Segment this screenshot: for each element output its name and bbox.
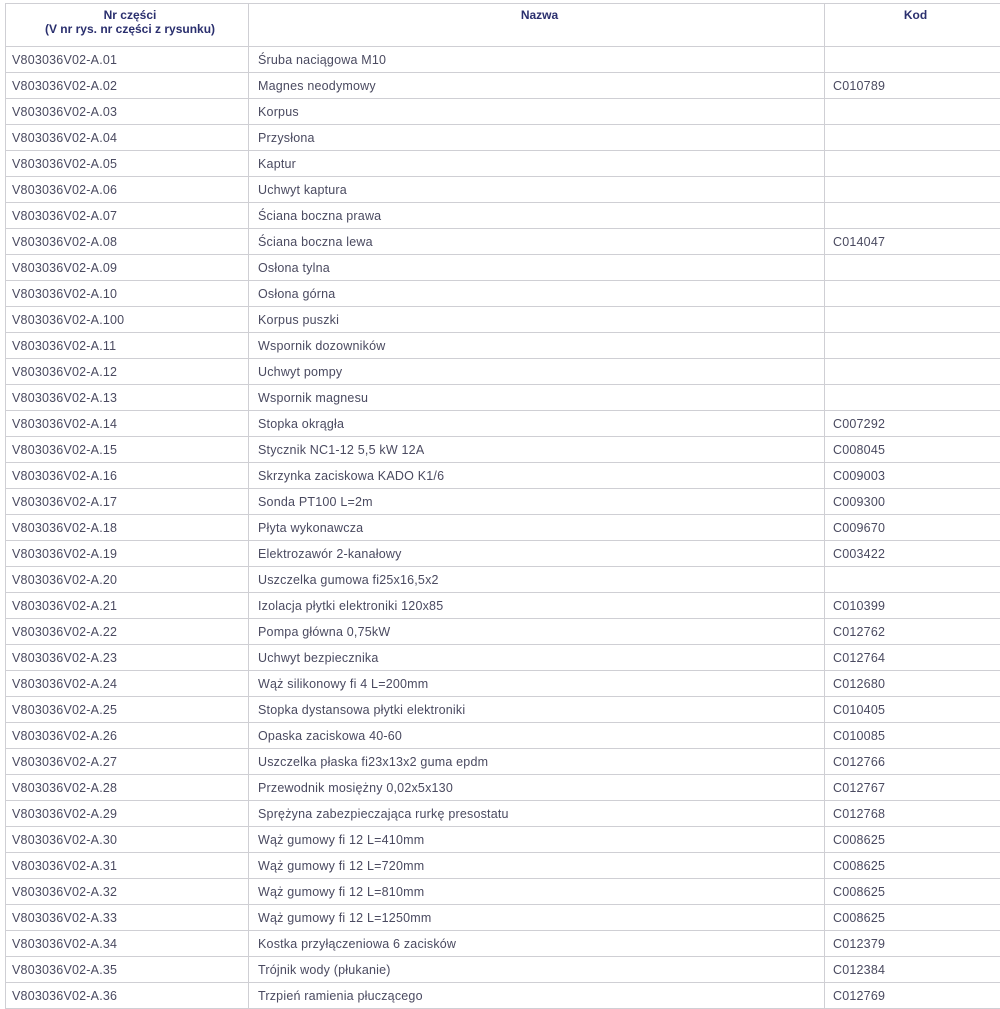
table-row bbox=[6, 957, 1000, 983]
part-number-cell: V803036V02-A.11 bbox=[6, 333, 249, 359]
header-name: Nazwa bbox=[249, 4, 825, 47]
part-code-cell: C010085 bbox=[825, 723, 1000, 749]
part-code-cell: C009670 bbox=[825, 515, 1000, 541]
table-row bbox=[6, 567, 1000, 593]
part-number-cell: V803036V02-A.07 bbox=[6, 203, 249, 229]
table-row bbox=[6, 125, 1000, 151]
part-name-cell: Elektrozawór 2-kanałowy bbox=[249, 541, 825, 567]
part-number-cell: V803036V02-A.05 bbox=[6, 151, 249, 177]
part-name-cell: Ściana boczna lewa bbox=[249, 229, 825, 255]
table-row bbox=[6, 99, 1000, 125]
part-code-cell: C010399 bbox=[825, 593, 1000, 619]
table-row bbox=[6, 541, 1000, 567]
table-row bbox=[6, 333, 1000, 359]
table-row bbox=[6, 463, 1000, 489]
part-name-cell: Wspornik magnesu bbox=[249, 385, 825, 411]
part-name-cell: Korpus puszki bbox=[249, 307, 825, 333]
part-name-cell: Uchwyt kaptura bbox=[249, 177, 825, 203]
part-code-cell bbox=[825, 47, 1000, 73]
part-name-cell: Stopka dystansowa płytki elektroniki bbox=[249, 697, 825, 723]
part-number-cell: V803036V02-A.09 bbox=[6, 255, 249, 281]
table-row bbox=[6, 905, 1000, 931]
part-name-cell: Uchwyt pompy bbox=[249, 359, 825, 385]
part-number-cell: V803036V02-A.23 bbox=[6, 645, 249, 671]
part-name-cell: Wąż silikonowy fi 4 L=200mm bbox=[249, 671, 825, 697]
part-name-cell: Ściana boczna prawa bbox=[249, 203, 825, 229]
part-code-cell: C012768 bbox=[825, 801, 1000, 827]
part-name-cell: Osłona tylna bbox=[249, 255, 825, 281]
part-number-cell: V803036V02-A.14 bbox=[6, 411, 249, 437]
part-code-cell: C012769 bbox=[825, 983, 1000, 1009]
table-row bbox=[6, 931, 1000, 957]
part-code-cell: C012764 bbox=[825, 645, 1000, 671]
part-number-cell: V803036V02-A.19 bbox=[6, 541, 249, 567]
part-name-cell: Osłona górna bbox=[249, 281, 825, 307]
part-code-cell: C012762 bbox=[825, 619, 1000, 645]
part-number-cell: V803036V02-A.31 bbox=[6, 853, 249, 879]
part-code-cell: C007292 bbox=[825, 411, 1000, 437]
table-row bbox=[6, 437, 1000, 463]
part-name-cell: Pompa główna 0,75kW bbox=[249, 619, 825, 645]
table-row bbox=[6, 619, 1000, 645]
table-row bbox=[6, 229, 1000, 255]
part-name-cell: Wąż gumowy fi 12 L=1250mm bbox=[249, 905, 825, 931]
part-number-cell: V803036V02-A.08 bbox=[6, 229, 249, 255]
part-name-cell: Uchwyt bezpiecznika bbox=[249, 645, 825, 671]
part-number-cell: V803036V02-A.32 bbox=[6, 879, 249, 905]
part-code-cell bbox=[825, 359, 1000, 385]
part-code-cell bbox=[825, 203, 1000, 229]
part-number-cell: V803036V02-A.03 bbox=[6, 99, 249, 125]
part-name-cell: Stycznik NC1-12 5,5 kW 12A bbox=[249, 437, 825, 463]
part-name-cell: Śruba naciągowa M10 bbox=[249, 47, 825, 73]
part-code-cell: C008625 bbox=[825, 905, 1000, 931]
part-number-cell: V803036V02-A.30 bbox=[6, 827, 249, 853]
part-code-cell bbox=[825, 567, 1000, 593]
table-row bbox=[6, 723, 1000, 749]
header-part-number-line2: (V nr rys. nr części z rysunku) bbox=[12, 22, 248, 36]
part-code-cell bbox=[825, 385, 1000, 411]
header-code: Kod bbox=[825, 4, 1000, 47]
part-number-cell: V803036V02-A.27 bbox=[6, 749, 249, 775]
part-number-cell: V803036V02-A.28 bbox=[6, 775, 249, 801]
part-code-cell: C009003 bbox=[825, 463, 1000, 489]
part-code-cell: C008625 bbox=[825, 853, 1000, 879]
part-code-cell: C008625 bbox=[825, 879, 1000, 905]
part-name-cell: Uszczelka płaska fi23x13x2 guma epdm bbox=[249, 749, 825, 775]
part-number-cell: V803036V02-A.22 bbox=[6, 619, 249, 645]
part-number-cell: V803036V02-A.04 bbox=[6, 125, 249, 151]
part-number-cell: V803036V02-A.36 bbox=[6, 983, 249, 1009]
part-number-cell: V803036V02-A.34 bbox=[6, 931, 249, 957]
part-number-cell: V803036V02-A.16 bbox=[6, 463, 249, 489]
part-name-cell: Trzpień ramienia płuczącego bbox=[249, 983, 825, 1009]
table-row bbox=[6, 983, 1000, 1009]
part-code-cell bbox=[825, 99, 1000, 125]
part-number-cell: V803036V02-A.24 bbox=[6, 671, 249, 697]
part-name-cell: Kaptur bbox=[249, 151, 825, 177]
table-row bbox=[6, 255, 1000, 281]
part-code-cell: C012384 bbox=[825, 957, 1000, 983]
part-name-cell: Wąż gumowy fi 12 L=410mm bbox=[249, 827, 825, 853]
table-row bbox=[6, 645, 1000, 671]
part-code-cell: C012766 bbox=[825, 749, 1000, 775]
part-name-cell: Trójnik wody (płukanie) bbox=[249, 957, 825, 983]
part-code-cell bbox=[825, 307, 1000, 333]
part-number-cell: V803036V02-A.10 bbox=[6, 281, 249, 307]
part-number-cell: V803036V02-A.06 bbox=[6, 177, 249, 203]
part-name-cell: Wspornik dozowników bbox=[249, 333, 825, 359]
table-row bbox=[6, 359, 1000, 385]
part-code-cell: C010405 bbox=[825, 697, 1000, 723]
part-name-cell: Przysłona bbox=[249, 125, 825, 151]
table-row bbox=[6, 515, 1000, 541]
part-number-cell: V803036V02-A.21 bbox=[6, 593, 249, 619]
part-name-cell: Izolacja płytki elektroniki 120x85 bbox=[249, 593, 825, 619]
table-row bbox=[6, 489, 1000, 515]
table-row bbox=[6, 385, 1000, 411]
part-number-cell: V803036V02-A.13 bbox=[6, 385, 249, 411]
table-row bbox=[6, 151, 1000, 177]
table-header bbox=[6, 4, 1000, 47]
part-code-cell: C014047 bbox=[825, 229, 1000, 255]
table-row bbox=[6, 47, 1000, 73]
part-code-cell: C009300 bbox=[825, 489, 1000, 515]
part-name-cell: Kostka przyłączeniowa 6 zacisków bbox=[249, 931, 825, 957]
table-row bbox=[6, 671, 1000, 697]
part-code-cell bbox=[825, 281, 1000, 307]
part-number-cell: V803036V02-A.18 bbox=[6, 515, 249, 541]
part-name-cell: Sonda PT100 L=2m bbox=[249, 489, 825, 515]
table-row bbox=[6, 281, 1000, 307]
part-number-cell: V803036V02-A.100 bbox=[6, 307, 249, 333]
part-code-cell bbox=[825, 333, 1000, 359]
part-number-cell: V803036V02-A.20 bbox=[6, 567, 249, 593]
part-number-cell: V803036V02-A.26 bbox=[6, 723, 249, 749]
header-part-number bbox=[6, 4, 249, 47]
part-name-cell: Skrzynka zaciskowa KADO K1/6 bbox=[249, 463, 825, 489]
part-name-cell: Wąż gumowy fi 12 L=810mm bbox=[249, 879, 825, 905]
table-row bbox=[6, 203, 1000, 229]
part-name-cell: Korpus bbox=[249, 99, 825, 125]
table-row bbox=[6, 177, 1000, 203]
part-code-cell: C012767 bbox=[825, 775, 1000, 801]
table-row bbox=[6, 853, 1000, 879]
table-row bbox=[6, 593, 1000, 619]
part-code-cell bbox=[825, 255, 1000, 281]
part-code-cell: C010789 bbox=[825, 73, 1000, 99]
part-code-cell: C012680 bbox=[825, 671, 1000, 697]
part-name-cell: Uszczelka gumowa fi25x16,5x2 bbox=[249, 567, 825, 593]
parts-table bbox=[5, 3, 1000, 1009]
part-number-cell: V803036V02-A.33 bbox=[6, 905, 249, 931]
table-row bbox=[6, 801, 1000, 827]
part-name-cell: Opaska zaciskowa 40-60 bbox=[249, 723, 825, 749]
table-row bbox=[6, 749, 1000, 775]
header-part-number-line1: Nr części bbox=[12, 8, 248, 22]
part-number-cell: V803036V02-A.35 bbox=[6, 957, 249, 983]
part-number-cell: V803036V02-A.29 bbox=[6, 801, 249, 827]
table-row bbox=[6, 307, 1000, 333]
part-code-cell: C012379 bbox=[825, 931, 1000, 957]
part-name-cell: Płyta wykonawcza bbox=[249, 515, 825, 541]
header-row bbox=[6, 4, 1000, 47]
part-number-cell: V803036V02-A.25 bbox=[6, 697, 249, 723]
part-name-cell: Stopka okrągła bbox=[249, 411, 825, 437]
part-number-cell: V803036V02-A.15 bbox=[6, 437, 249, 463]
part-number-cell: V803036V02-A.12 bbox=[6, 359, 249, 385]
part-code-cell: C008045 bbox=[825, 437, 1000, 463]
part-code-cell bbox=[825, 125, 1000, 151]
part-code-cell bbox=[825, 151, 1000, 177]
table-row bbox=[6, 411, 1000, 437]
part-number-cell: V803036V02-A.17 bbox=[6, 489, 249, 515]
part-name-cell: Magnes neodymowy bbox=[249, 73, 825, 99]
part-number-cell: V803036V02-A.01 bbox=[6, 47, 249, 73]
table-row bbox=[6, 827, 1000, 853]
part-code-cell: C008625 bbox=[825, 827, 1000, 853]
part-name-cell: Przewodnik mosiężny 0,02x5x130 bbox=[249, 775, 825, 801]
part-number-cell: V803036V02-A.02 bbox=[6, 73, 249, 99]
table-row bbox=[6, 879, 1000, 905]
part-code-cell: C003422 bbox=[825, 541, 1000, 567]
part-name-cell: Wąż gumowy fi 12 L=720mm bbox=[249, 853, 825, 879]
part-code-cell bbox=[825, 177, 1000, 203]
table-row bbox=[6, 697, 1000, 723]
table-row bbox=[6, 73, 1000, 99]
table-row bbox=[6, 775, 1000, 801]
part-name-cell: Sprężyna zabezpieczająca rurkę presostatu bbox=[249, 801, 825, 827]
table-body bbox=[6, 47, 1000, 1009]
